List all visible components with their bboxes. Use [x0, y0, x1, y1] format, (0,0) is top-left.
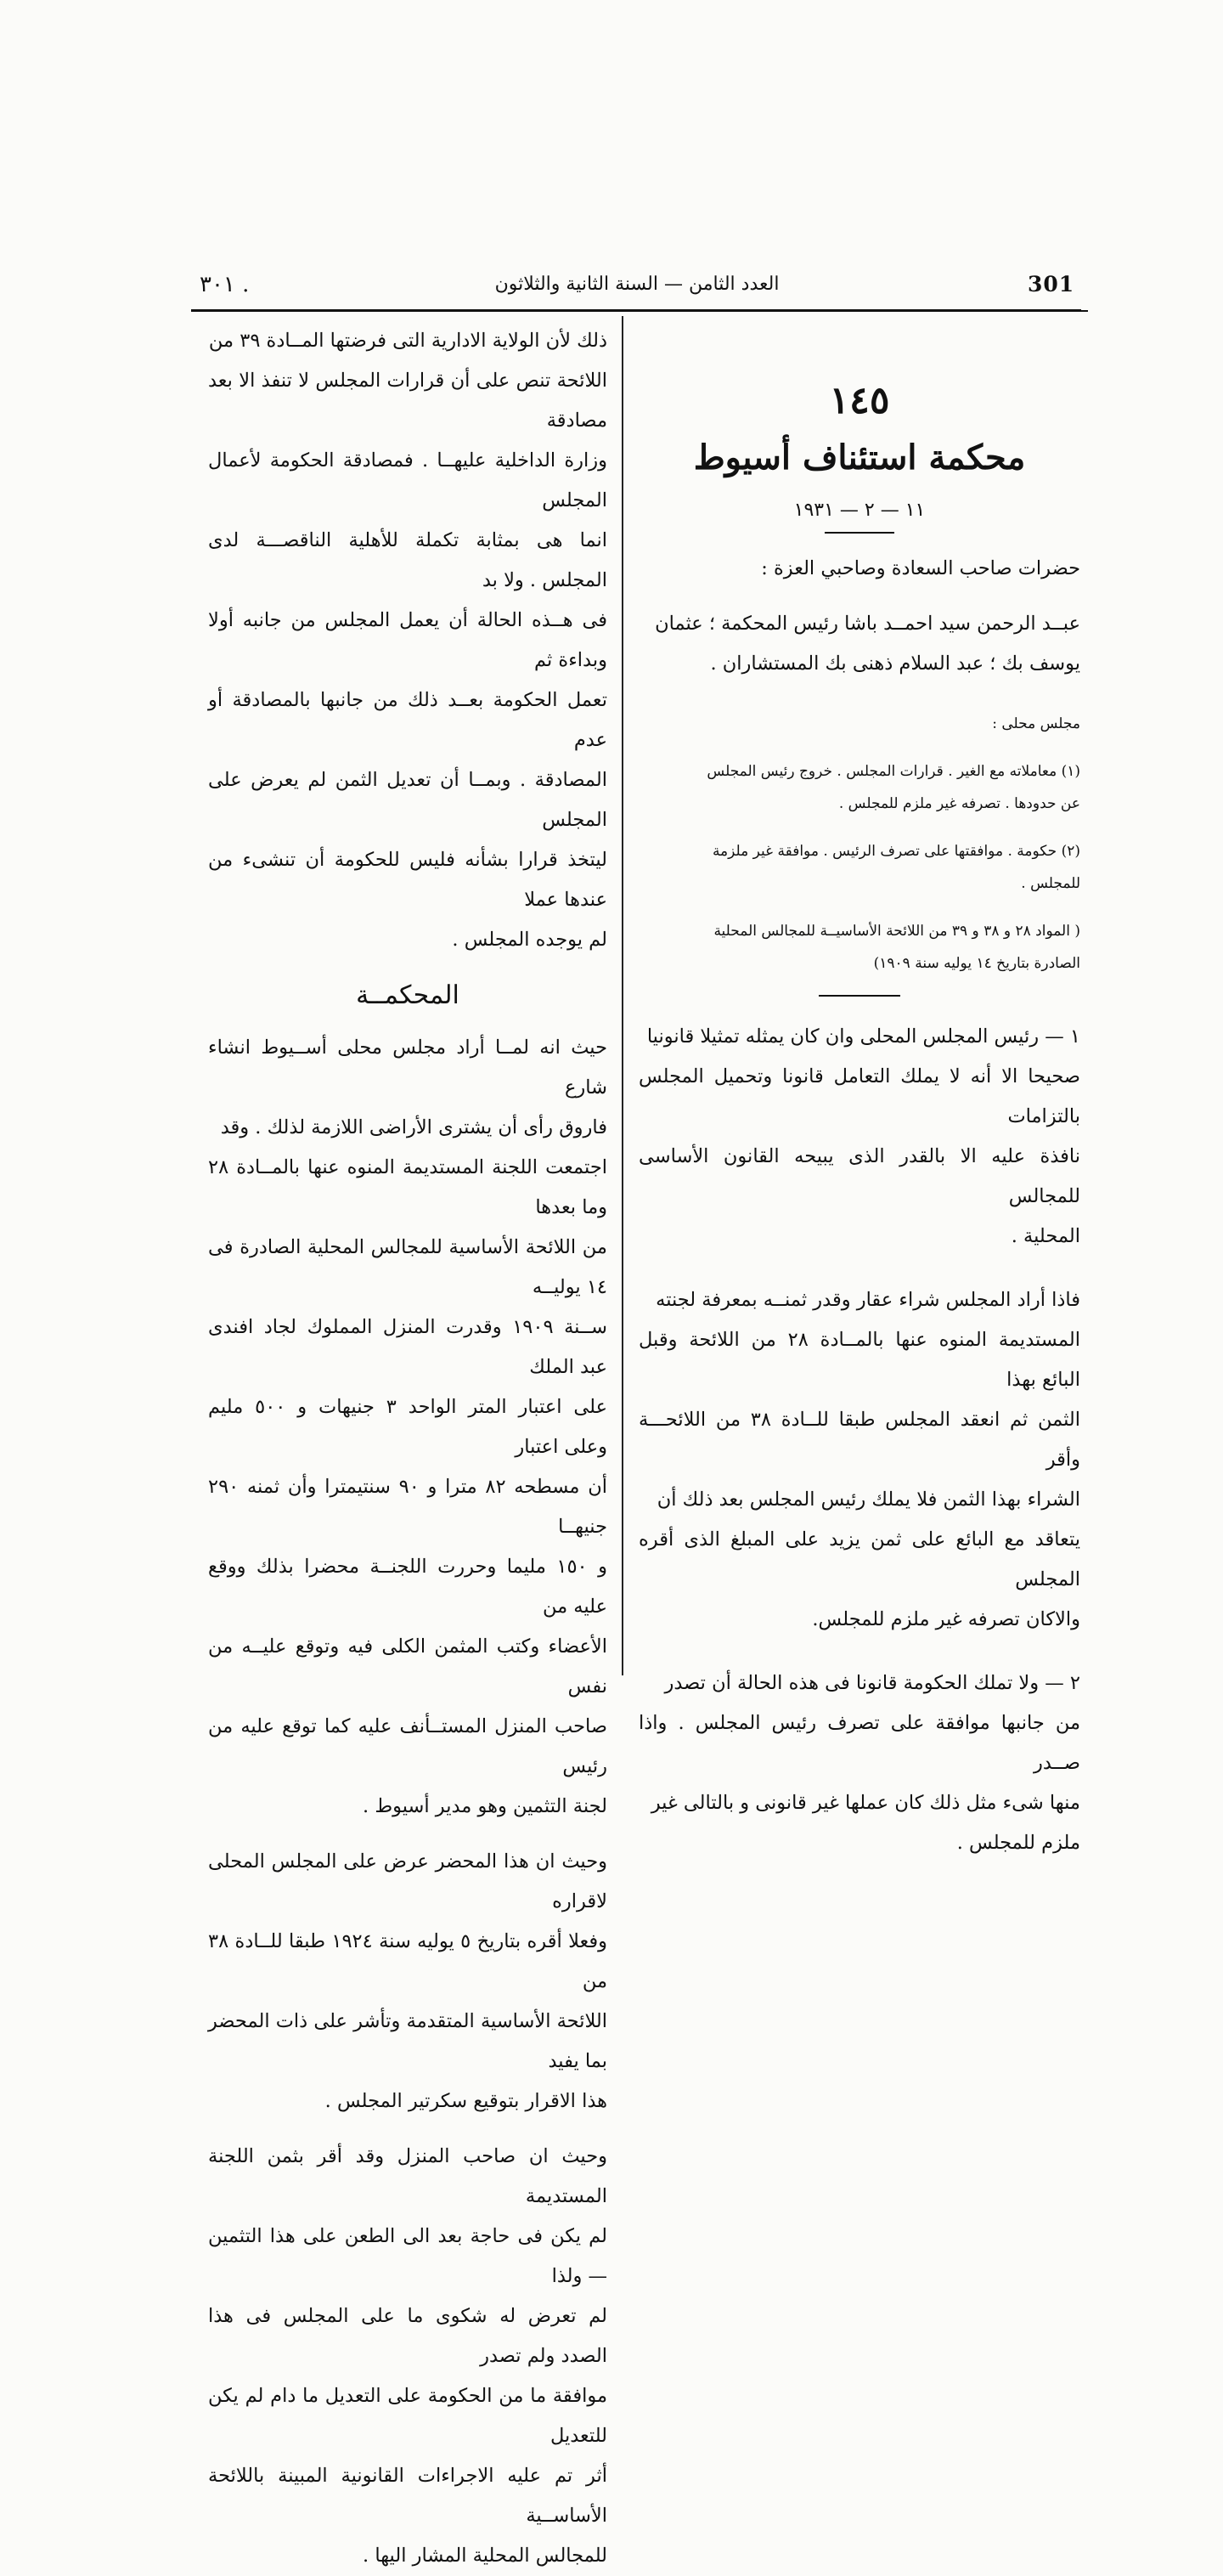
- principle-line: نافذة عليه الا بالقدر الذى يبيحه القانون الأساسى للمجالس: [639, 1145, 1080, 1207]
- body-line: لم يوجده المجلس .: [452, 929, 607, 951]
- principle-line: الثمن ثم انعقد المجلس طبقا للــادة ٣٨ من اللائحـــة وأقر: [639, 1409, 1081, 1471]
- principle-line: صحيحا الا أنه لا يملك التعامل قانونا وتحميل المجلس بالتزامات: [639, 1065, 1080, 1127]
- header-rule: [191, 309, 1081, 312]
- case-number: ١٤٥: [829, 379, 890, 422]
- judges-line: عبــد الرحمن سيد احمــد باشا رئيس المحكمة ؛ عثمان: [655, 613, 1080, 635]
- body-line: المصادقة . وبمــا أن تعديل الثمن لم يعرض على المجلس: [208, 769, 607, 831]
- body-line: اللائحة الأساسية المتقدمة وتأشر على ذات المحضر بما يفيد: [208, 2010, 607, 2072]
- principle-line: والاكان تصرفه غير ملزم للمجلس.: [812, 1608, 1080, 1630]
- court-name: محكمة استئناف أسيوط: [693, 438, 1026, 477]
- principle-line: ١ — رئيس المجلس المحلى وان كان يمثله تمثيلا قانونيا: [646, 1025, 1080, 1048]
- principle-line: يتعاقد مع البائع على ثمن يزيد على المبلغ الذى أقره المجلس: [639, 1528, 1080, 1590]
- body-line: فى هــذه الحالة أن يعمل المجلس من جانبه أولا وبداءة ثم: [208, 609, 607, 671]
- page-header: [191, 270, 1083, 308]
- summary-line: عن حدودها . تصرفه غير ملزم للمجلس .: [838, 795, 1080, 812]
- body-line: وحيث ان هذا المحضر عرض على المجلس المحلى لاقراره: [208, 1850, 607, 1912]
- body-line: موافقة ما من الحكومة على التعديل ما دام لم يكن للتعديل: [208, 2385, 607, 2447]
- body-line: أثر تم عليه الاجراءات القانونية المبينة باللائحة الأساســية: [208, 2465, 607, 2527]
- summary-line: (١) معاملاته مع الغير . قرارات المجلس . خروج رئيس المجلس: [707, 763, 1080, 780]
- body-line: تعمل الحكومة بعــد ذلك من جانبها بالمصادقة أو عدم: [208, 689, 607, 751]
- principle-line: منها شىء مثل ذلك كان عملها غير قانونى و بالتالى غير: [651, 1792, 1080, 1814]
- body-line: انما هى بمثابة تكملة للأهلية الناقصـــة لدى المجلس . ولا بد: [208, 529, 607, 591]
- summary-line: (٢) حكومة . موافقتها على تصرف الرئيس . موافقة غير ملزمة: [712, 843, 1080, 860]
- page-number-arabic: . ٣٠١: [200, 272, 250, 297]
- judges-line: يوسف بك ؛ عبد السلام ذهنى بك المستشاران .: [710, 652, 1080, 675]
- body-line: صاحب المنزل المستــأنف عليه كما توقع عليه من رئيس: [208, 1715, 607, 1777]
- body-line: وزارة الداخلية عليهــا . فمصادقة الحكومة لأعمال المجلس: [208, 449, 607, 511]
- summary-line: للمجلس .: [1021, 875, 1080, 892]
- right-column: [639, 357, 1080, 1863]
- body-line: و ١٥٠ مليما وحررت اللجنــة محضرا بذلك ووقع عليه من: [208, 1556, 607, 1618]
- principle-line: فاذا أراد المجلس شراء عقار وقدر ثمنــه بمعرفة لجنته: [656, 1289, 1080, 1311]
- principle-line: من جانبها موافقة على تصرف رئيس المجلس . واذا صــدر: [639, 1712, 1080, 1774]
- principle-line: المستديمة المنوه عنها بالمــادة ٢٨ من اللائحة وقبل البائع بهذا: [639, 1329, 1080, 1391]
- subject-heading: مجلس محلى :: [992, 715, 1080, 732]
- body-line: ذلك لأن الولاية الادارية التى فرضتها المــادة ٣٩ من: [208, 330, 607, 352]
- judgment-date: ١١ — ٢ — ١٩٣١: [793, 500, 926, 521]
- principle-line: ملزم للمجلس .: [956, 1832, 1080, 1854]
- body-line: للمجالس المحلية المشار اليها .: [363, 2545, 607, 2567]
- references-line: ( المواد ٢٨ و ٣٨ و ٣٩ من اللائحة الأساسيــة للمجالس المحلية: [713, 923, 1080, 940]
- body-line: لم يكن فى حاجة بعد الى الطعن على هذا التثمين — ولذا: [208, 2225, 607, 2287]
- references-line: الصادرة بتاريخ ١٤ يوليه سنة ١٩٠٩): [873, 955, 1080, 972]
- body-line: من اللائحة الأساسية للمجالس المحلية الصادرة فى ١٤ يوليــه: [208, 1236, 607, 1298]
- principle-line: الشراء بهذا الثمن فلا يملك رئيس المجلس بعد ذلك أن: [657, 1489, 1080, 1511]
- section-title: المحكمــة: [356, 980, 459, 1010]
- body-line: هذا الاقرار بتوقيع سكرتير المجلس .: [324, 2090, 607, 2112]
- body-line: اجتمعت اللجنة المستديمة المنوه عنها بالمــادة ٢٨ وما بعدها: [208, 1156, 607, 1218]
- page-number-latin: 301: [1028, 272, 1075, 297]
- body-line: ســنة ١٩٠٩ وقدرت المنزل المملوك لجاد افندى عبد الملك: [208, 1316, 607, 1378]
- summary-rule: [819, 995, 900, 997]
- body-line: لجنة التثمين وهو مدير أسيوط .: [363, 1795, 607, 1817]
- principle-line: المحلية .: [1011, 1225, 1080, 1247]
- body-line: اللائحة تنص على أن قرارات المجلس لا تنفذ الا بعد مصادقة: [208, 370, 607, 432]
- body-line: فاروق رأى أن يشترى الأراضى اللازمة لذلك . وقد: [220, 1116, 607, 1138]
- running-title: العدد الثامن — السنة الثانية والثلاثون: [494, 274, 780, 295]
- body-line: وحيث ان صاحب المنزل وقد أقر بثمن اللجنة المستديمة: [208, 2145, 607, 2207]
- principle-line: ٢ — ولا تملك الحكومة قانونا فى هذه الحالة أن تصدر: [664, 1672, 1080, 1694]
- body-line: وفعلا أقره بتاريخ ٥ يوليه سنة ١٩٢٤ طبقا للــادة ٣٨ من: [208, 1930, 607, 1992]
- column-divider: [622, 316, 623, 1675]
- presence-line: حضرات صاحب السعادة وصاحبي العزة :: [761, 557, 1080, 579]
- body-line: حيث انه لمــا أراد مجلس محلى أســيوط انشاء شارع: [208, 1037, 607, 1099]
- body-line: ليتخذ قرارا بشأنه فليس للحكومة أن تنشىء من عندها عملا: [208, 849, 607, 911]
- left-column: [208, 321, 607, 2576]
- body-line: على اعتبار المتر الواحد ٣ جنيهات و ٥٠٠ مليم وعلى اعتبار: [208, 1396, 608, 1458]
- date-rule: [825, 532, 894, 534]
- body-line: الأعضاء وكتب المثمن الكلى فيه وتوقع عليــه من نفس: [208, 1635, 607, 1698]
- body-line: أن مسطحه ٨٢ مترا و ٩٠ سنتيمترا وأن ثمنه ٢٩٠ جنيهــا: [208, 1476, 607, 1538]
- body-line: لم تعرض له شكوى ما على المجلس فى هذا الصدد ولم تصدر: [208, 2305, 607, 2367]
